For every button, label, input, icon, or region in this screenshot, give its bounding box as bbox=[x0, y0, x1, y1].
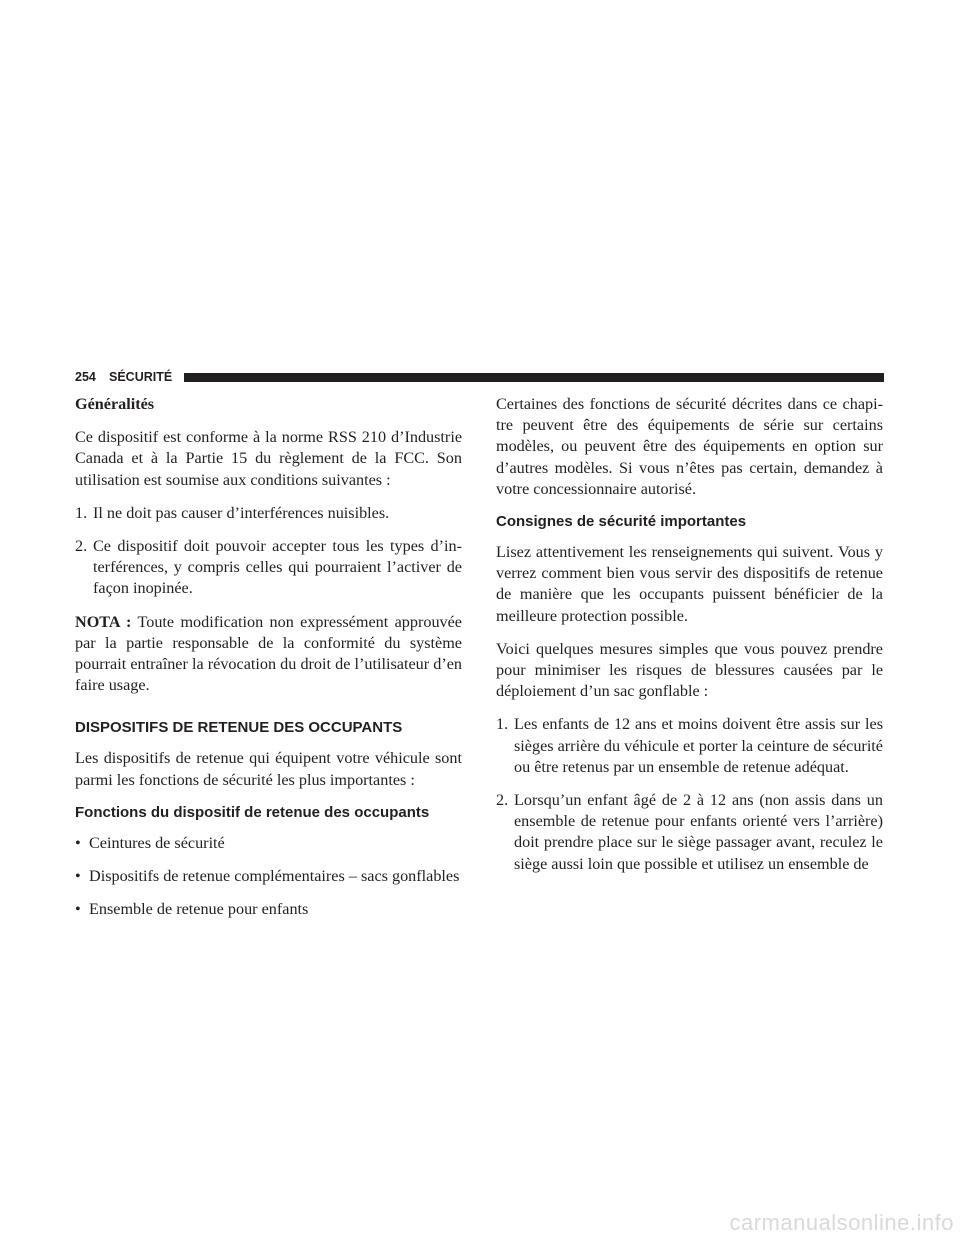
page-number: 254 bbox=[75, 370, 96, 384]
condition-number: 2. bbox=[75, 537, 88, 556]
condition-item bbox=[75, 536, 462, 600]
page-header bbox=[75, 369, 884, 386]
measure-item bbox=[496, 790, 883, 875]
nota-paragraph bbox=[75, 612, 462, 697]
nota-label: NOTA : bbox=[75, 612, 132, 631]
nota-text: Toute modification non expressément approuvée par la partie responsable de la conformité du système pourrait entraîner la révocation du droit de l’utilisateur d’en faire usage. bbox=[75, 612, 462, 695]
watermark-text: carmanualsonline.info bbox=[729, 1210, 954, 1235]
bullet-icon: • bbox=[75, 867, 81, 886]
condition-text: Ce dispositif doit pouvoir accepter tous les types d’in-terférences, y compris celles qui pourraient l’activer de façon inopinée. bbox=[93, 537, 462, 598]
list-item-text: Ceintures de sécurité bbox=[89, 833, 225, 852]
left-column bbox=[75, 394, 462, 932]
measure-text: Lorsqu’un enfant âgé de 2 à 12 ans (non assis dans un ensemble de retenue pour enfants orienté vers l’arrière) doit prendre place sur le siège passager avant, reculez le siège aussi loin que possible et utilisez un ensemble de bbox=[514, 791, 883, 873]
list-item bbox=[75, 833, 462, 854]
measure-item bbox=[496, 714, 883, 778]
safety-heading: Consignes de sécurité importantes bbox=[496, 513, 747, 531]
intro-paragraph: Ce dispositif est conforme à la norme RSS 210 d’Industrie Canada et à la Partie 15 du règlement de la FCC. Son utilisation est soumise aux conditions suivantes : bbox=[75, 428, 462, 489]
occupants-intro: Les dispositifs de retenue qui équipent votre véhicule sont parmi les fonctions de sécurité les plus importantes : bbox=[75, 749, 462, 789]
safety-paragraph-1: Lisez attentivement les renseignements qui suivent. Vous y verrez comment bien vous servir des dispositifs de retenue de manière que les occupants puissent bénéficier de la meilleure protection possible. bbox=[496, 543, 883, 625]
list-item bbox=[75, 866, 462, 887]
condition-text: Il ne doit pas causer d’interférences nuisibles. bbox=[93, 503, 390, 522]
measure-number: 1. bbox=[496, 715, 509, 734]
functions-heading: Fonctions du dispositif de retenue des occupants bbox=[75, 803, 430, 821]
measure-text: Les enfants de 12 ans et moins doivent être assis sur les sièges arrière du véhicule et porter la ceinture de sécurité ou être retenus par un ensemble de retenue adéquat. bbox=[514, 715, 883, 776]
bullet-icon: • bbox=[75, 900, 81, 919]
measure-number: 2. bbox=[496, 791, 509, 810]
header-rule bbox=[184, 373, 884, 382]
safety-paragraph-2: Voici quelques mesures simples que vous pouvez prendre pour minimiser les risques de blessures causées par le déploiement d’un sac gonflable : bbox=[496, 639, 883, 701]
bullet-icon: • bbox=[75, 833, 81, 852]
condition-number: 1. bbox=[75, 503, 88, 522]
features-paragraph: Certaines des fonctions de sécurité décrites dans ce chapi-tre peuvent être des équipements de série sur certains modèles, ou peuvent être des équipements en option sur d’autres modèles. Si vous n’êtes pas certain, demandez à votre concessionnaire autorisé. bbox=[496, 395, 883, 498]
condition-item bbox=[75, 503, 462, 524]
list-item-text: Dispositifs de retenue complémentaires – sacs gonflables bbox=[89, 867, 460, 886]
section-title: SÉCURITÉ bbox=[109, 370, 173, 384]
occupants-heading: DISPOSITIFS DE RETENUE DES OCCUPANTS bbox=[75, 719, 403, 737]
general-heading: Généralités bbox=[75, 395, 155, 413]
list-item bbox=[75, 899, 462, 920]
list-item-text: Ensemble de retenue pour enfants bbox=[89, 900, 309, 919]
right-column bbox=[496, 394, 883, 887]
